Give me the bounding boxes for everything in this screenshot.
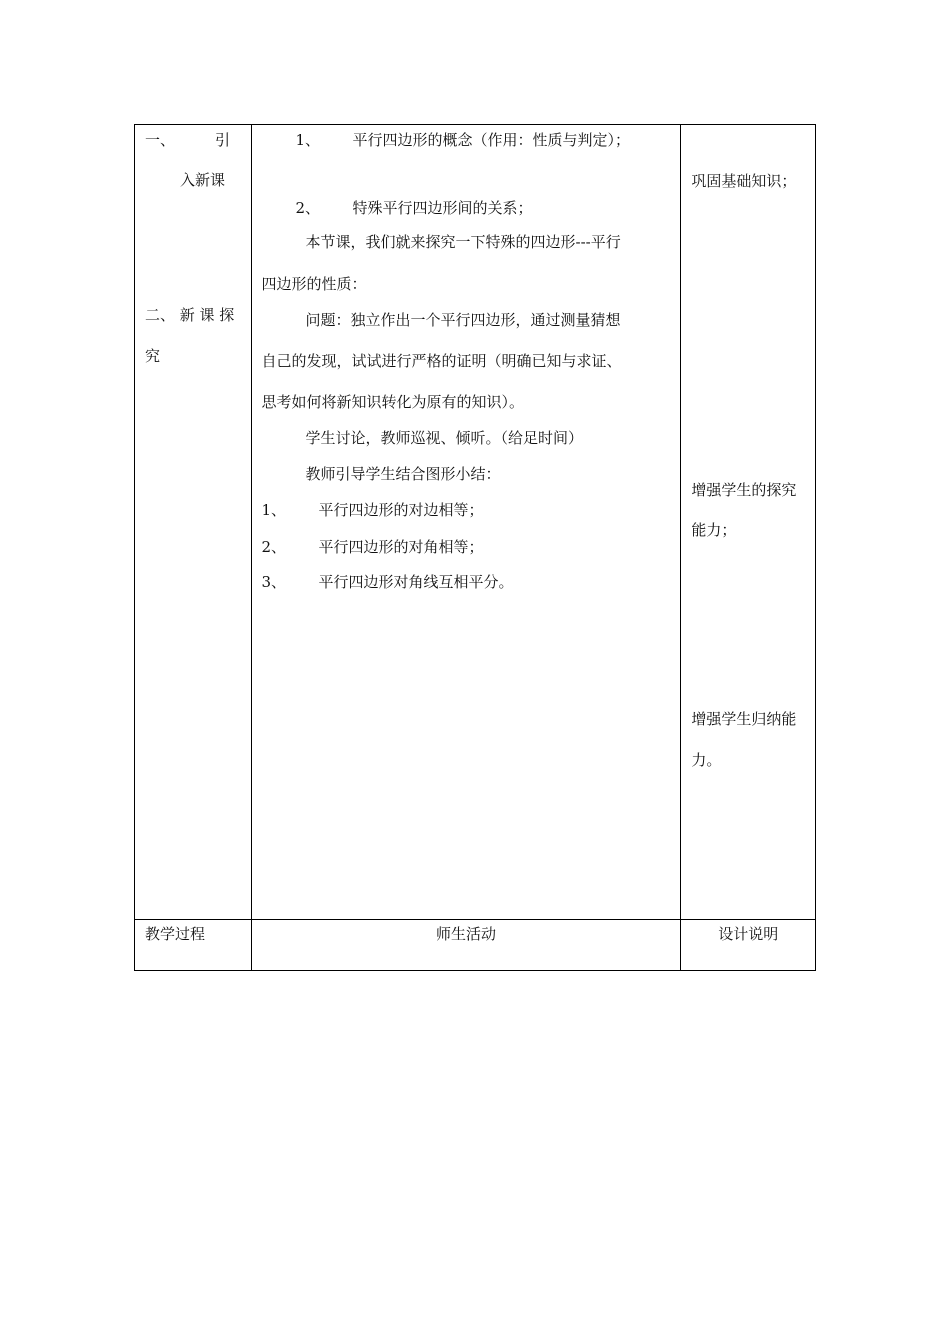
review-item-1-text: 平行四边形的概念（作用：性质与判定）；	[352, 131, 631, 149]
header-teaching-process-label: 教学过程	[145, 925, 206, 943]
conclusion-2-number: 2、	[261, 538, 287, 556]
teacher-student-activity-cell	[251, 125, 681, 920]
conclusion-3-text: 平行四边形对角线互相平分。	[318, 573, 514, 591]
question-line-2: 自己的发现，试试进行严格的证明（明确已知与求证、	[261, 352, 622, 370]
conclusion-1-number: 1、	[261, 501, 287, 519]
header-activity-label: 师生活动	[435, 925, 496, 943]
design-note-3-b: 力。	[691, 751, 722, 769]
review-item-1-number: 1、	[295, 131, 321, 149]
header-design-notes-label: 设计说明	[718, 925, 779, 943]
section-1-number: 一、	[145, 131, 176, 149]
question-line-1: 问题：独立作出一个平行四边形，通过测量猜想	[305, 311, 621, 329]
question-line-3: 思考如何将新知识转化为原有的知识）。	[261, 393, 525, 411]
conclusion-2-text: 平行四边形的对角相等；	[318, 538, 484, 556]
design-note-2-b: 能力；	[691, 521, 737, 539]
intro-line-2: 四边形的性质：	[261, 275, 367, 293]
discussion-text: 学生讨论，教师巡视、倾听。（给足时间）	[305, 429, 584, 447]
guide-text: 教师引导学生结合图形小结：	[305, 465, 501, 483]
content-row	[135, 125, 816, 920]
lesson-plan-table	[134, 124, 816, 971]
intro-line-1: 本节课，我们就来探究一下特殊的四边形---平行	[305, 233, 621, 251]
header-design-notes	[681, 920, 816, 971]
section-1-title-a: 引	[215, 131, 231, 149]
section-1-title-b: 入新课	[180, 171, 226, 189]
header-activity	[251, 920, 681, 971]
conclusion-1-text: 平行四边形的对边相等；	[318, 501, 484, 519]
design-note-2-a: 增强学生的探究	[691, 481, 797, 499]
teaching-process-cell	[135, 125, 252, 920]
section-2-title-a: 二、 新 课 探	[145, 306, 235, 324]
review-item-2-number: 2、	[295, 199, 321, 217]
header-row	[135, 920, 816, 971]
design-note-3-a: 增强学生归纳能	[691, 710, 797, 728]
design-notes-cell	[681, 125, 816, 920]
conclusion-3-number: 3、	[261, 573, 287, 591]
design-note-1: 巩固基础知识；	[691, 172, 797, 190]
header-teaching-process	[135, 920, 252, 971]
section-2-title-b: 究	[145, 347, 161, 365]
review-item-2-text: 特殊平行四边形间的关系；	[352, 199, 533, 217]
